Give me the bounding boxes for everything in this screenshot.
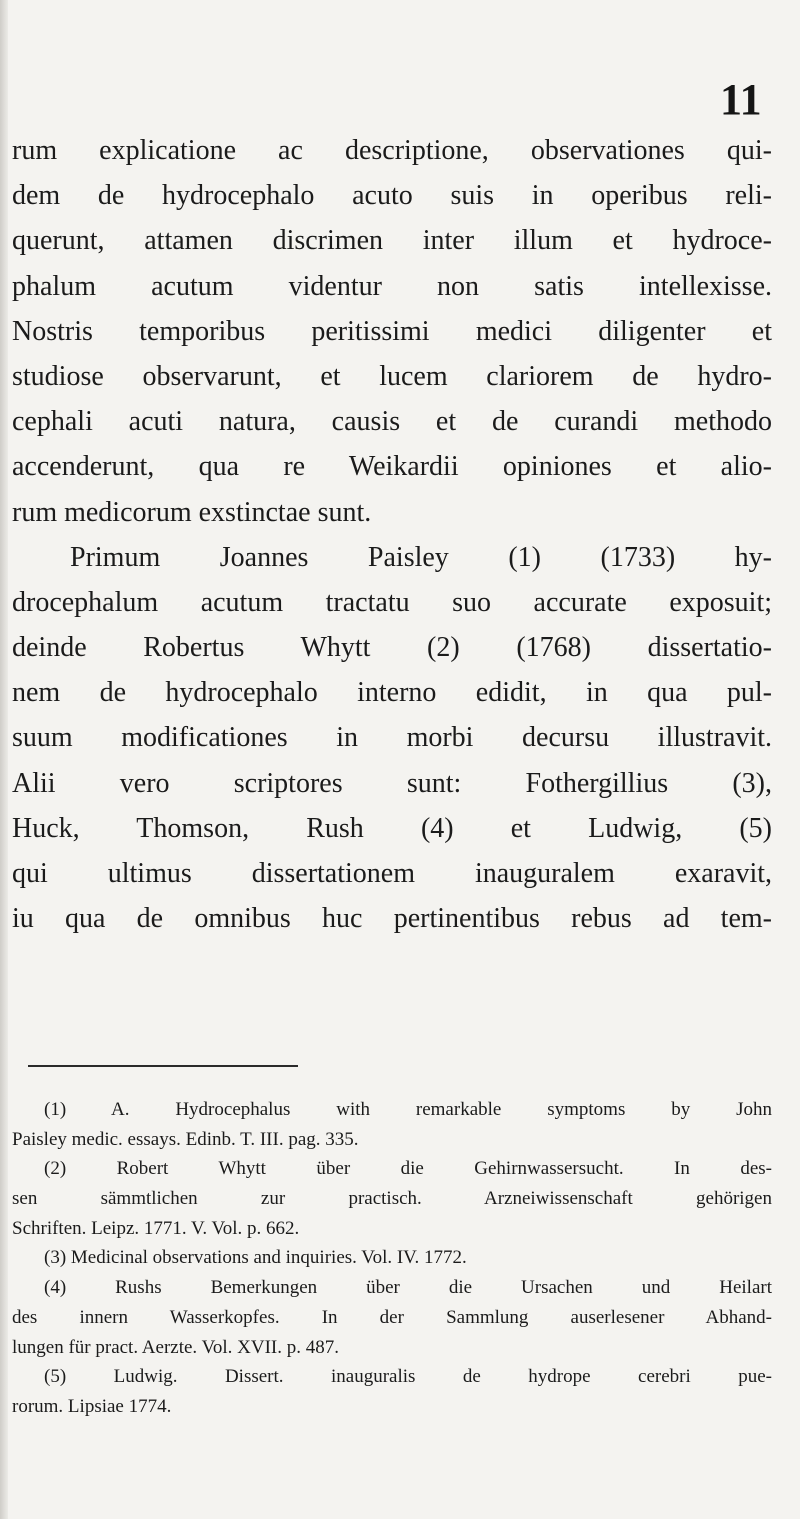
footnote-line: des innern Wasserkopfes. In der Sammlung auserlesener Abhand- [12,1306,772,1328]
footnote-line: (1) A. Hydrocephalus with remarkable symptoms by John [44,1099,772,1120]
body-line: Huck, Thomson, Rush (4) et Ludwig, (5) [12,812,772,844]
body-line: rum medicorum exstinctae sunt. [12,496,372,528]
body-line: qui ultimus dissertationem inauguralem exaravit, [12,858,772,889]
body-line: studiose observarunt, et lucem clariorem de hydro- [12,360,772,392]
footnote-line: (3) Medicinal observations and inquiries. Vol. IV. 1772. [44,1247,467,1269]
page-edge-shadow [0,0,8,1519]
body-line: cephali acuti natura, causis et de curandi methodo [12,406,772,438]
body-line: phalum acutum videntur non satis intellexisse. [12,270,772,302]
body-line: Nostris temporibus peritissimi medici diligenter et [12,315,772,347]
body-line: nem de hydrocephalo interno edidit, in qua pul- [12,677,772,709]
footnote-separator-rule [28,1065,298,1067]
footnote-line: rorum. Lipsiae 1774. [12,1395,172,1417]
footnote-line: Schriften. Leipz. 1771. V. Vol. p. 662. [12,1217,300,1239]
body-line: suum modificationes in morbi decursu illustravit. [12,722,772,754]
body-line: iu qua de omnibus huc pertinentibus rebus ad tem- [12,903,772,935]
body-line: Primum Joannes Paisley (1) (1733) hy- [70,541,772,573]
footnote-line: (5) Ludwig. Dissert. inauguralis de hydrope cerebri pue- [44,1366,772,1388]
footnote-line: (2) Robert Whytt über die Gehirnwassersucht. In des- [44,1158,772,1180]
footnote-line: Paisley medic. essays. Edinb. T. III. pag. 335. [12,1128,359,1150]
footnotes [12,1095,772,1422]
body-line: dem de hydrocephalo acuto suis in operibus reli- [12,180,772,212]
body-line: deinde Robertus Whytt (2) (1768) dissertatio- [12,632,772,664]
footnote-line: sen sämmtlichen zur practisch. Arzneiwissenschaft gehörigen [12,1188,772,1210]
body-line: Alii vero scriptores sunt: Fothergillius (3), [12,767,772,799]
body-text [12,128,772,941]
body-line: querunt, attamen discrimen inter illum et hydroce- [12,225,772,257]
page-number: 11 [720,75,762,124]
footnote-line: (4) Rushs Bemerkungen über die Ursachen und Heilart [44,1277,772,1299]
body-line: rum explicatione ac descriptione, observationes qui- [12,135,772,166]
footnote-line: lungen für pract. Aerzte. Vol. XVII. p. 487. [12,1336,339,1358]
body-line: accenderunt, qua re Weikardii opiniones et alio- [12,451,772,483]
body-line: drocephalum acutum tractatu suo accurate exposuit; [12,586,772,618]
